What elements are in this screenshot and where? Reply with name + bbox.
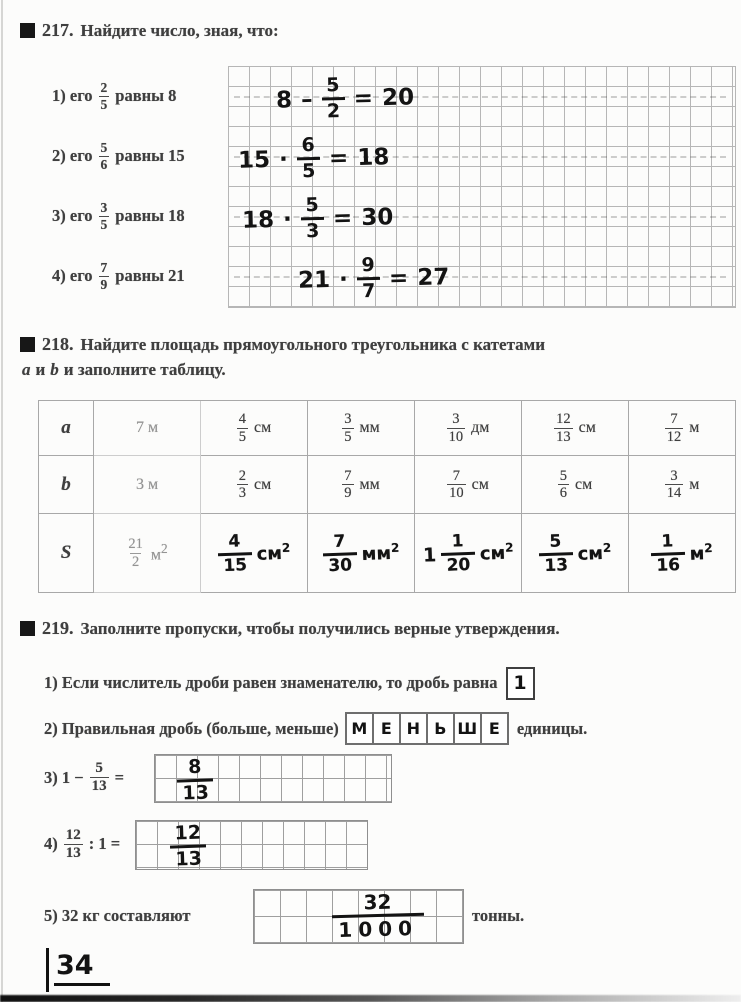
- hw-area-answer: 5 13 $см^2$: [538, 531, 612, 575]
- ex217-answer-grid: [228, 66, 736, 308]
- item-prefix: 2) его: [52, 146, 93, 165]
- item-1-text: 1) Если числитель дроби равен знаменателю, то дробь равна: [44, 673, 498, 692]
- hw-fraction: $\frac{6}{5}$: [296, 136, 320, 182]
- cell-a-2: 4 5 см: [201, 401, 308, 456]
- ex217-item-2-text: [52, 126, 185, 186]
- hw-operator: –: [300, 86, 313, 113]
- printed-fraction: 3 5: [100, 200, 108, 232]
- hw-answer-fraction: 12 13: [169, 823, 207, 869]
- hw-result: 20: [381, 83, 415, 111]
- ex218-title-line2: а и b и заполните таблицу.: [22, 360, 226, 379]
- ex219-item-3-text: 3) 1 − $\frac{5}{13}$ =: [44, 760, 125, 794]
- ex219-item-5-text: 5) 32 кг составляют: [44, 905, 191, 925]
- item-2-text: 2) Правильная дробь (больше, меньше): [44, 718, 339, 738]
- answer-box: [506, 667, 535, 700]
- scan-edge-shadow: [0, 995, 741, 1002]
- hw-answer-line-4: [298, 254, 450, 302]
- hw-fraction: $\frac{9}{7}$: [356, 256, 380, 302]
- ex219-item-3-grid: [154, 754, 392, 803]
- var-b: b: [50, 360, 59, 379]
- item-2-suffix: единицы.: [516, 718, 588, 738]
- ex218-header: [20, 334, 545, 355]
- hw-answer-line-1: [276, 74, 415, 122]
- letter-box: Ь: [426, 712, 455, 745]
- row-label-s: S: [39, 514, 94, 593]
- letter-box: М: [345, 712, 374, 745]
- ex219-item-1: [44, 666, 535, 700]
- cell-s-6: [629, 514, 736, 593]
- letter-box: Е: [372, 712, 401, 745]
- hw-answer-line-2: [238, 134, 390, 182]
- cell-b-4: 7 10 см: [415, 456, 522, 514]
- row-label-a: а: [39, 401, 94, 456]
- cell-b-2: 2 3 см: [201, 456, 308, 514]
- hw-factor: 8: [275, 86, 293, 114]
- hw-result: 27: [416, 263, 450, 291]
- hw-area-answer: 4 15 $см^2$: [217, 531, 291, 575]
- letter-boxes: [347, 712, 509, 745]
- ex218-number: 218.: [42, 334, 74, 354]
- hw-answer: 1: [513, 672, 527, 694]
- hw-operator: ·: [338, 266, 349, 293]
- printed-fraction: 7 9: [100, 260, 108, 292]
- item-suffix: равны 8: [115, 86, 177, 105]
- hw-result: 30: [360, 203, 394, 231]
- cell-b-3: 7 9 мм: [308, 456, 415, 514]
- hw-equals: =: [353, 84, 374, 112]
- hw-operator: ·: [282, 206, 293, 233]
- hw-operator: ·: [278, 146, 289, 173]
- cell-a-3: 3 5 мм: [308, 401, 415, 456]
- ex217-item-3-text: [52, 186, 185, 246]
- row-label-b: b: [39, 456, 94, 514]
- hw-factor: 18: [241, 206, 275, 234]
- cell-a-4: 3 10 дм: [415, 401, 522, 456]
- cell-s-5: [522, 514, 629, 593]
- hw-fraction: $\frac{5}{2}$: [321, 76, 345, 122]
- letter-box: Е: [480, 712, 509, 745]
- ex217-header: [20, 20, 279, 41]
- hw-answer-line-3: [242, 194, 394, 242]
- printed-fraction: $\frac{5}{13}$: [91, 760, 107, 794]
- cell-b-6: 3 14 м: [629, 456, 736, 514]
- ex219-item-2: [44, 712, 587, 745]
- ex219-item-5-suffix: тонны.: [472, 905, 525, 925]
- printed-fraction: 5 6: [100, 140, 108, 172]
- hw-answer-fraction: 8 13: [176, 757, 214, 803]
- ex219-title: Заполните пропуски, чтобы получились верные утверждения.: [80, 618, 560, 638]
- cell-a-6: 7 12 м: [629, 401, 736, 456]
- letter-box: Ш: [453, 712, 482, 745]
- cell-b-5: 5 6 см: [522, 456, 629, 514]
- hw-factor: 21: [297, 266, 331, 294]
- ex217-title: Найдите число, зная, что:: [80, 20, 279, 40]
- cell-a-5: 12 13 см: [522, 401, 629, 456]
- hw-equals: =: [328, 144, 349, 172]
- cell-s-3: [308, 514, 415, 593]
- var-a: а: [22, 360, 31, 379]
- hw-result: 18: [356, 143, 390, 171]
- page-number: 34: [54, 950, 110, 986]
- ex219-item-4-grid: [135, 820, 368, 870]
- item-suffix: равны 18: [115, 206, 185, 225]
- ex219-number: 219.: [42, 618, 74, 638]
- item-prefix: 4) его: [52, 266, 93, 285]
- ex218-title-line1: Найдите площадь прямоугольного треугольника с катетами: [80, 334, 546, 354]
- hw-answer-fraction: 32 1000: [331, 891, 424, 940]
- ex217-number: 217.: [42, 20, 74, 40]
- page-number-bar: [46, 948, 49, 992]
- ex217-item-1-text: [52, 66, 176, 126]
- item-prefix: 1) его: [52, 86, 93, 105]
- cell-s-2: [201, 514, 308, 593]
- cell-s-4: [415, 514, 522, 593]
- item-suffix: равны 15: [115, 146, 185, 165]
- ex218-table: [38, 400, 736, 593]
- printed-fraction: 2 5: [100, 80, 108, 112]
- page-edge-line: [1, 0, 3, 1002]
- hw-area-answer: 1 1 20 $см^2$: [422, 530, 514, 576]
- printed-fraction: 12 13: [65, 826, 81, 861]
- item-prefix: 3) его: [52, 206, 93, 225]
- ex219-item-5-grid: [253, 889, 464, 944]
- ex217-item-4-text: [52, 246, 185, 306]
- ex219-header: [20, 618, 560, 639]
- bullet-icon: [20, 621, 35, 636]
- cell-s-1: 21 2 $м^2$: [94, 514, 201, 593]
- bullet-icon: [20, 23, 35, 38]
- bullet-icon: [20, 337, 35, 352]
- cell-b-1: 3 м: [94, 456, 201, 514]
- hw-fraction: $\frac{5}{3}$: [300, 196, 324, 242]
- letter-box: Н: [399, 712, 428, 745]
- hw-factor: 15: [237, 146, 271, 174]
- hw-area-answer: 7 30 $мм^2$: [322, 531, 400, 575]
- hw-area-answer: 1 16 $м^2$: [650, 531, 713, 574]
- item-suffix: равны 21: [115, 266, 185, 285]
- cell-a-1: 7 м: [94, 401, 201, 456]
- hw-equals: =: [332, 204, 353, 232]
- ex219-item-4-text: 4) 12 13 : 1 =: [44, 826, 121, 861]
- hw-equals: =: [388, 264, 409, 292]
